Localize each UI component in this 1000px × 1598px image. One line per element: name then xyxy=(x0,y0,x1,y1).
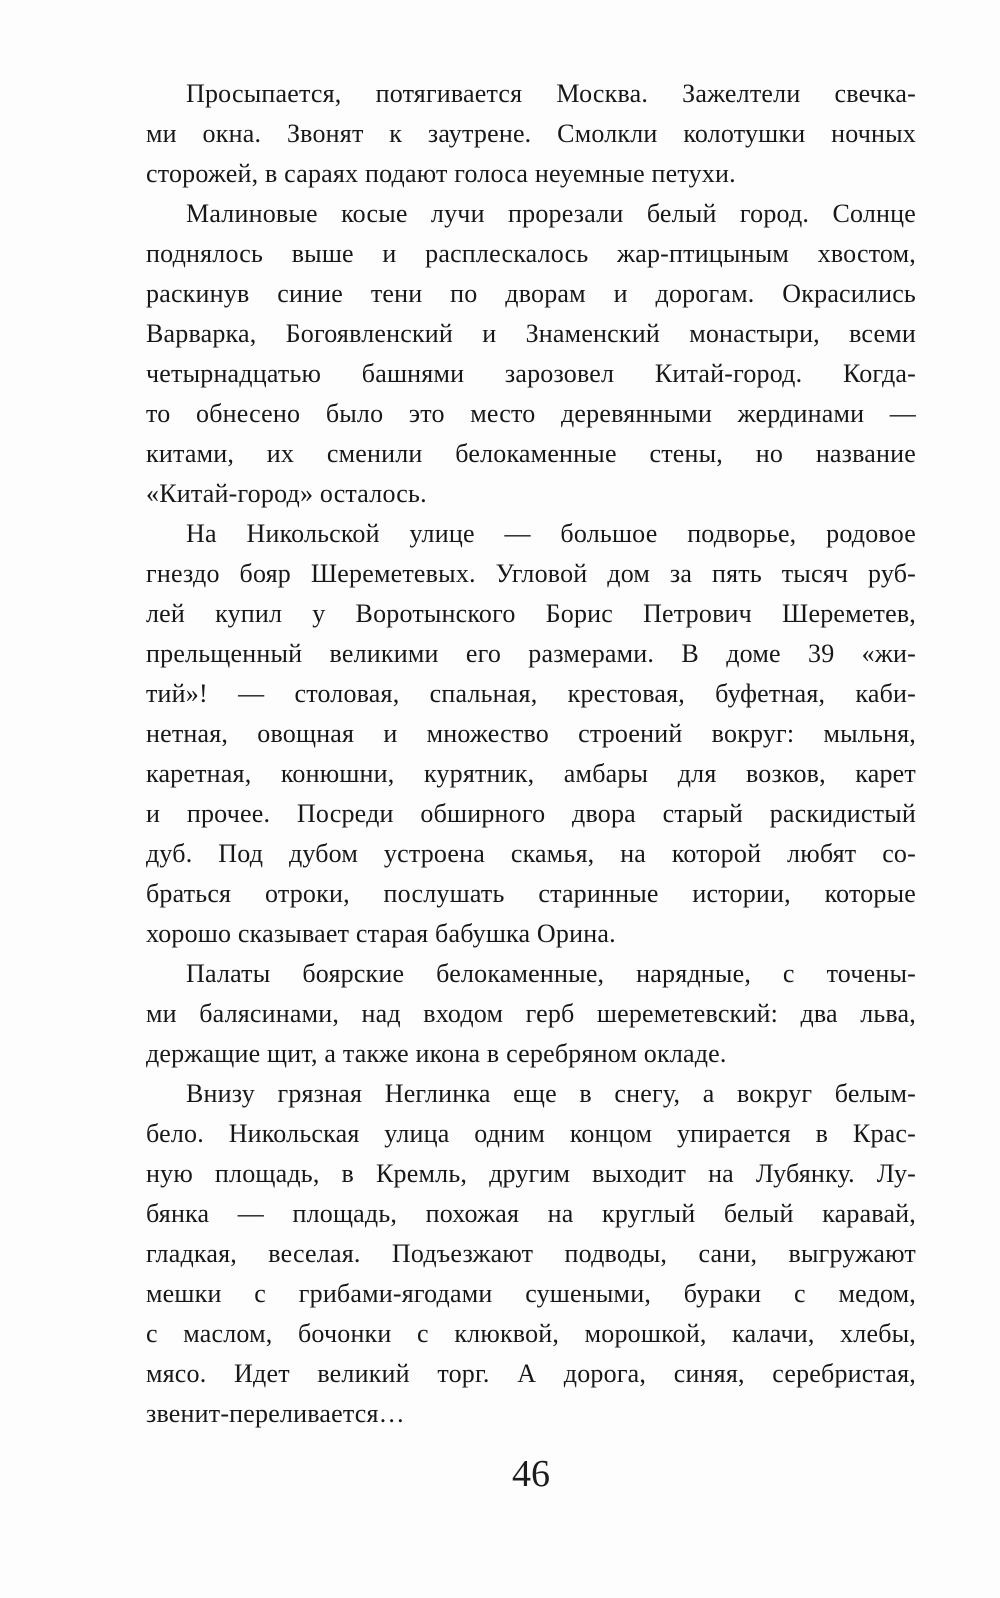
text-line: лей купил у Воротынского Борис Петрович Шереметев, xyxy=(146,599,916,628)
text-line: дуб. Под дубом устроена скамья, на которой любят со- xyxy=(146,839,916,868)
text-line: гладкая, веселая. Подъезжают подводы, сани, выгружают xyxy=(146,1239,916,1268)
text-line: бянка — площадь, похожая на круглый белый каравай, xyxy=(146,1199,916,1228)
paragraph xyxy=(146,74,916,194)
text-line: прельщенный великими его размерами. В доме 39 «жи- xyxy=(146,639,916,668)
text-line: Внизу грязная Неглинка еще в снегу, а вокруг белым- xyxy=(186,1079,916,1108)
text-line: Палаты боярские белокаменные, нарядные, с точены- xyxy=(186,959,916,988)
text-line: мясо. Идет великий торг. А дорога, синяя, серебристая, xyxy=(146,1359,916,1388)
paragraph xyxy=(146,514,916,954)
page-number: 46 xyxy=(512,1453,550,1495)
text-line: браться отроки, послушать старинные истории, которые xyxy=(146,879,916,908)
text-line: звенит-переливается… xyxy=(146,1399,405,1428)
text-line: «Китай-город» осталось. xyxy=(146,479,427,508)
page-text xyxy=(146,74,916,1434)
text-line: четырнадцатью башнями зарозовел Китай-город. Когда- xyxy=(146,359,916,388)
text-line: держащие щит, а также икона в серебряном окладе. xyxy=(146,1039,727,1068)
text-line: сторожей, в сараях подают голоса неуемные петухи. xyxy=(146,159,736,188)
text-line: и прочее. Посреди обширного двора старый раскидистый xyxy=(146,799,916,828)
paragraph xyxy=(146,194,916,514)
text-line: ми балясинами, над входом герб шереметевский: два льва, xyxy=(146,999,916,1028)
text-line: раскинув синие тени по дворам и дорогам. Окрасились xyxy=(146,279,916,308)
text-line: китами, их сменили белокаменные стены, но название xyxy=(146,439,916,468)
paragraph xyxy=(146,954,916,1074)
paragraph xyxy=(146,1074,916,1434)
text-line: На Никольской улице — большое подворье, родовое xyxy=(186,519,916,548)
text-line: бело. Никольская улица одним концом упирается в Крас- xyxy=(146,1119,916,1148)
text-line: Просыпается, потягивается Москва. Зажелтели свечка- xyxy=(186,79,916,108)
text-line: Малиновые косые лучи прорезали белый город. Солнце xyxy=(186,199,916,228)
text-line: хорошо сказывает старая бабушка Орина. xyxy=(146,919,616,948)
text-line: ми окна. Звонят к заутрене. Смолкли колотушки ночных xyxy=(146,119,916,148)
text-line: тий»! — столовая, спальная, крестовая, буфетная, каби- xyxy=(146,679,916,708)
text-line: мешки с грибами-ягодами сушеными, бураки с медом, xyxy=(146,1279,916,1308)
text-line: Варварка, Богоявленский и Знаменский монастыри, всеми xyxy=(146,319,916,348)
text-line: то обнесено было это место деревянными жердинами — xyxy=(146,399,916,428)
text-line: ную площадь, в Кремль, другим выходит на Лубянку. Лу- xyxy=(146,1159,916,1188)
text-line: нетная, овощная и множество строений вокруг: мыльня, xyxy=(146,719,916,748)
text-line: каретная, конюшни, курятник, амбары для возков, карет xyxy=(146,759,916,788)
text-line: поднялось выше и расплескалось жар-птицыным хвостом, xyxy=(146,239,916,268)
text-line: гнездо бояр Шереметевых. Угловой дом за пять тысяч руб- xyxy=(146,559,916,588)
text-line: с маслом, бочонки с клюквой, морошкой, калачи, хлебы, xyxy=(146,1319,916,1348)
